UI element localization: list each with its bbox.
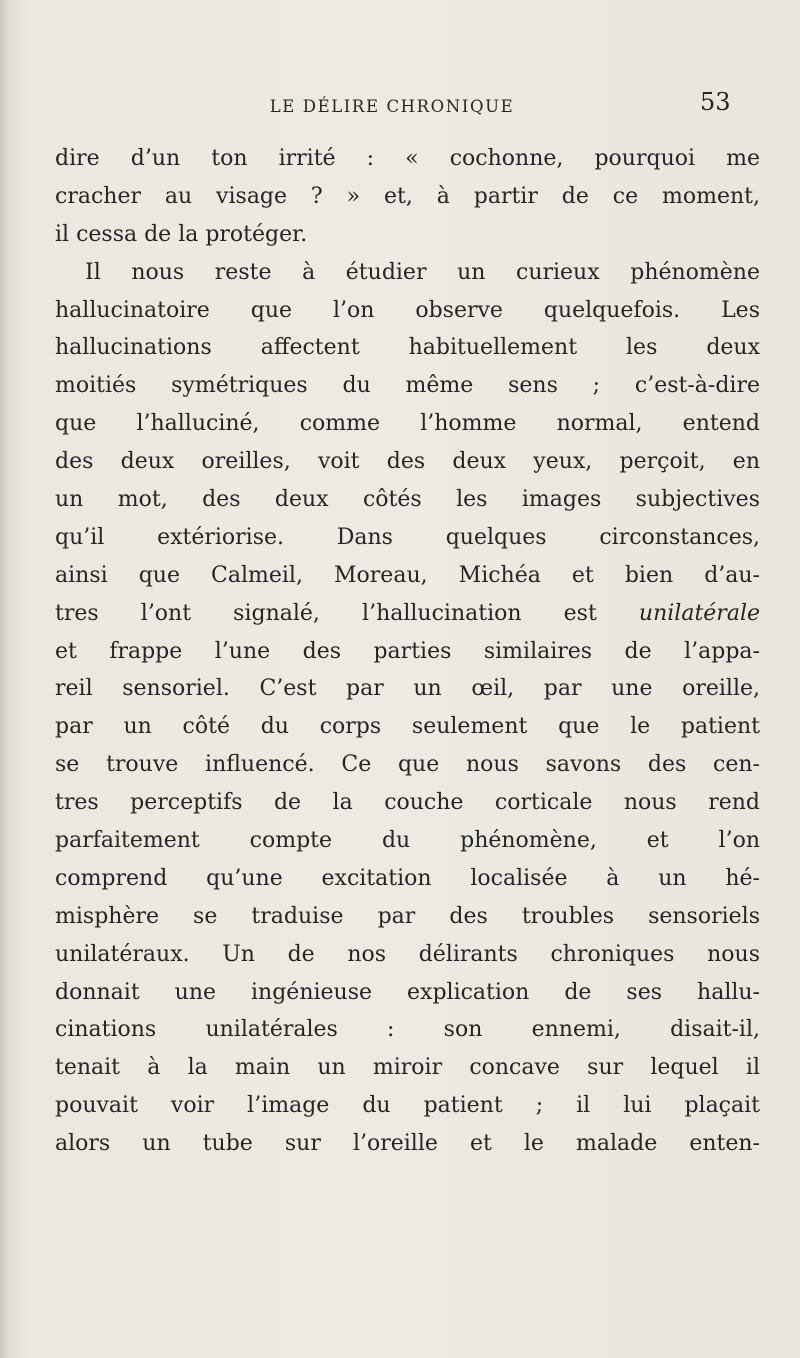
text-line-with-italic <box>55 595 760 633</box>
text-line: cracher au visage ? » et, à partir de ce moment, <box>55 183 760 209</box>
text-line: hallucinations affectent habituellement les deux <box>55 335 760 361</box>
text-line: comprend qu’une excitation localisée à un hé- <box>55 865 760 891</box>
text-line: cinations unilatérales : son ennemi, disait-il, <box>55 1017 760 1043</box>
text-line: dire d’un ton irrité : « cochonne, pourquoi me <box>55 146 760 171</box>
text-line: un mot, des deux côtés les images subjectives <box>55 487 760 513</box>
text-line: tres perceptifs de la couche corticale nous rend <box>55 790 760 816</box>
text-line: reil sensoriel. C’est par un œil, par une oreille, <box>55 676 760 702</box>
text-line: que l’halluciné, comme l’homme normal, entend <box>55 411 760 437</box>
text-line-start: tres l’ont signalé, l’hallucination est <box>55 600 597 626</box>
running-head <box>0 88 800 126</box>
text-line: misphère se traduise par des troubles sensoriels <box>55 903 760 929</box>
italic-term: unilatérale <box>638 600 760 626</box>
text-line: moitiés symétriques du même sens ; c’est-à-dire <box>55 373 760 399</box>
text-line: ainsi que Calmeil, Moreau, Michéa et bien d’au- <box>55 562 760 588</box>
text-line: unilatéraux. Un de nos délirants chroniques nous <box>55 941 760 967</box>
body-text <box>55 140 760 1163</box>
text-line: parfaitement compte du phénomène, et l’on <box>55 828 760 854</box>
running-title: LE DÉLIRE CHRONIQUE <box>269 97 515 116</box>
text-line: par un côté du corps seulement que le patient <box>55 714 760 740</box>
text-line: tenait à la main un miroir concave sur lequel il <box>55 1055 760 1081</box>
page-gutter-shadow <box>0 0 10 1358</box>
text-line: alors un tube sur l’oreille et le malade enten- <box>55 1131 760 1157</box>
text-line: et frappe l’une des parties similaires de l’appa- <box>55 638 760 664</box>
text-line: Il nous reste à étudier un curieux phénomène <box>85 259 760 285</box>
text-line: donnait une ingénieuse explication de ses hallu- <box>55 979 760 1005</box>
page-number: 53 <box>700 88 731 116</box>
text-line: des deux oreilles, voit des deux yeux, perçoit, en <box>55 449 760 475</box>
text-line: il cessa de la protéger. <box>55 221 308 247</box>
text-line: qu’il extériorise. Dans quelques circonstances, <box>55 524 760 550</box>
text-line: hallucinatoire que l’on observe quelquefois. Les <box>55 297 760 323</box>
text-line: se trouve influencé. Ce que nous savons des cen- <box>55 752 760 778</box>
text-line: pouvait voir l’image du patient ; il lui plaçait <box>55 1093 760 1119</box>
